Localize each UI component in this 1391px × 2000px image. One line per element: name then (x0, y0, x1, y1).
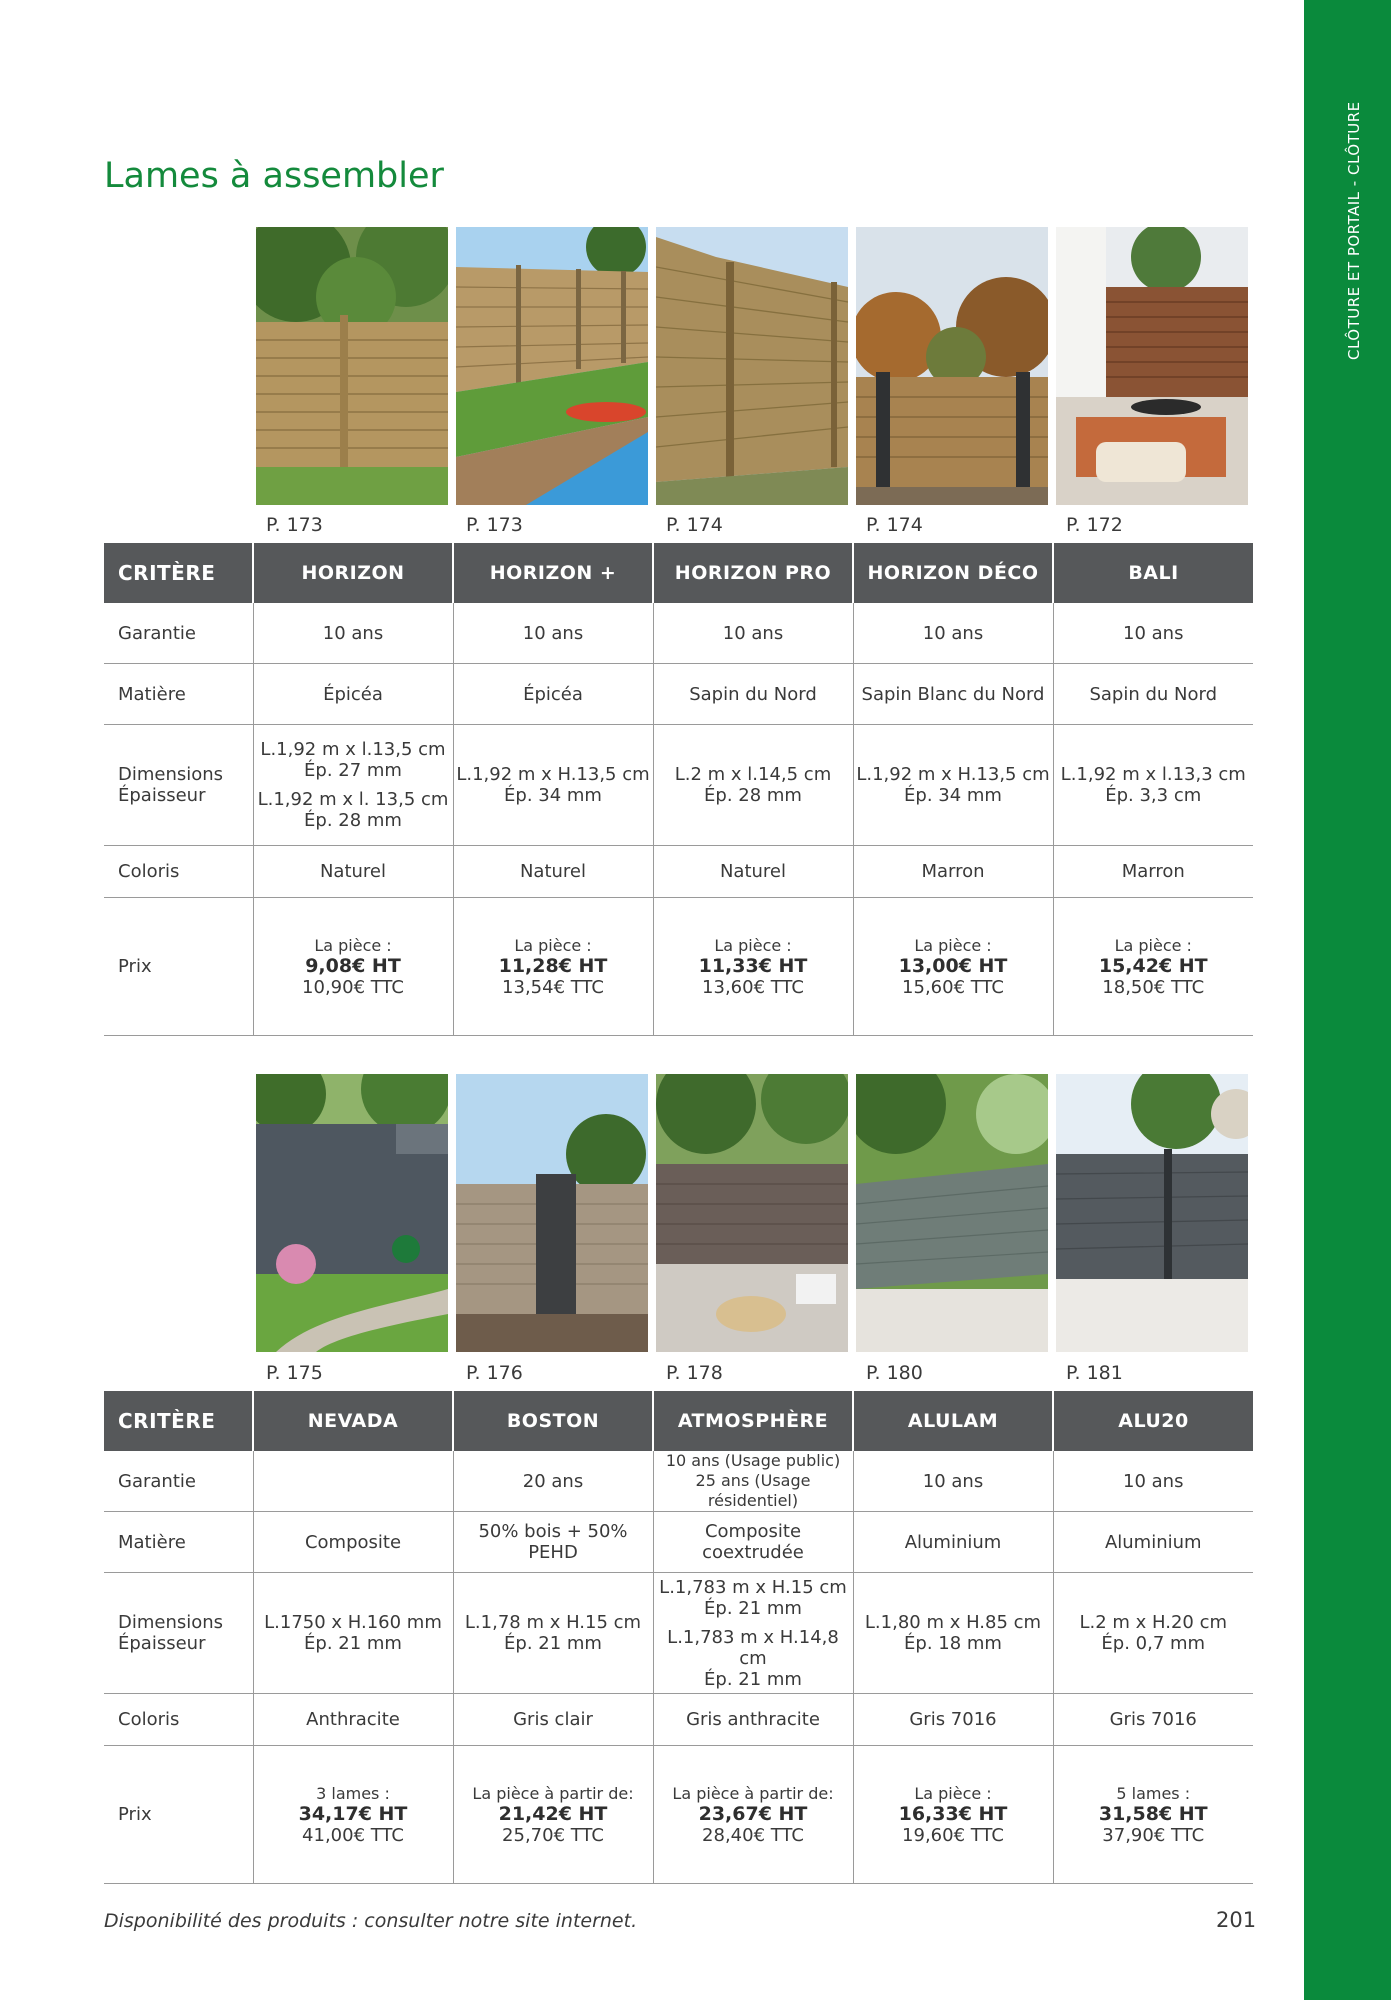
row-prix (104, 898, 1253, 1036)
dim-value: L.2 m x H.20 cm (1079, 1612, 1228, 1633)
photo-horizon-plus (456, 227, 648, 505)
cell: 10 ans (253, 603, 453, 664)
thickness-value: Ép. 18 mm (904, 1633, 1002, 1654)
photo-boston (456, 1074, 648, 1352)
price-unit: La pièce à partir de: (472, 1783, 634, 1803)
criterion-label (104, 1573, 253, 1694)
page-ref: P. 175 (266, 1362, 323, 1384)
header-product: ALULAM (853, 1391, 1053, 1451)
label-dimensions: Dimensions (118, 1612, 224, 1633)
spec-table-2 (104, 1391, 1253, 1884)
price-cell (1053, 898, 1253, 1036)
cell: 10 ans (1053, 603, 1253, 664)
cell: 10 ans (853, 1451, 1053, 1512)
thickness-value: Ép. 28 mm (304, 810, 402, 831)
row-garantie (104, 603, 1253, 664)
price-ht: 21,42€ HT (498, 1802, 608, 1825)
page-number: 201 (1216, 1908, 1257, 1932)
dim-value: L.1750 x H.160 mm (264, 1612, 442, 1633)
price-cell (1053, 1746, 1253, 1884)
header-criterion: CRITÈRE (104, 543, 253, 603)
photo-horizon (256, 227, 448, 505)
cell (853, 1573, 1053, 1694)
page-ref: P. 172 (1066, 514, 1123, 536)
dim-value: L.1,80 m x H.85 cm (864, 1612, 1042, 1633)
price-ttc: 19,60€ TTC (902, 1824, 1004, 1846)
cell: Marron (1053, 846, 1253, 898)
cell: Anthracite (253, 1694, 453, 1746)
thickness-value: Ép. 21 mm (504, 1633, 602, 1654)
page-ref: P. 180 (866, 1362, 923, 1384)
cell (253, 725, 453, 846)
page-ref: P. 178 (666, 1362, 723, 1384)
price-unit: La pièce : (314, 935, 392, 955)
price-ht: 11,33€ HT (698, 954, 808, 977)
price-ttc: 10,90€ TTC (302, 976, 404, 998)
price-unit: La pièce : (714, 935, 792, 955)
cell (653, 725, 853, 846)
label-dimensions: Dimensions (118, 764, 224, 785)
row-prix (104, 1746, 1253, 1884)
thickness-value: Ép. 3,3 cm (1105, 785, 1202, 806)
cell: Marron (853, 846, 1053, 898)
cell (653, 1573, 853, 1694)
price-ht: 31,58€ HT (1098, 1802, 1208, 1825)
cell: 10 ans (453, 603, 653, 664)
header-product: HORIZON PRO (653, 543, 853, 603)
price-unit: 5 lames : (1116, 1783, 1191, 1803)
criterion-label: Matière (104, 664, 253, 725)
section-label: CLÔTURE ET PORTAIL - CLÔTURE (1345, 101, 1363, 360)
cell: Gris 7016 (853, 1694, 1053, 1746)
price-cell (853, 1746, 1053, 1884)
criterion-label: Coloris (104, 846, 253, 898)
thickness-value: Ép. 28 mm (704, 785, 802, 806)
criterion-label: Prix (104, 1746, 253, 1884)
dim-value: L.1,92 m x l.13,3 cm (1060, 764, 1246, 785)
price-unit: La pièce à partir de: (672, 1783, 834, 1803)
label-epaisseur: Épaisseur (118, 1633, 206, 1654)
cell: Gris clair (453, 1694, 653, 1746)
header-criterion: CRITÈRE (104, 1391, 253, 1451)
dim-value: L.1,92 m x l. 13,5 cm (257, 789, 449, 810)
cell (453, 725, 653, 846)
price-cell (653, 1746, 853, 1884)
header-product: NEVADA (253, 1391, 453, 1451)
table-header (104, 543, 1253, 603)
cell (853, 725, 1053, 846)
warranty-public: 10 ans (Usage public) (665, 1451, 841, 1470)
warranty-residential: 25 ans (Usage résidentiel) (695, 1471, 811, 1510)
dim-value: L.1,783 m x H.15 cm (659, 1576, 847, 1598)
cell: 10 ans (853, 603, 1053, 664)
price-ht: 34,17€ HT (298, 1802, 408, 1825)
price-ttc: 41,00€ TTC (302, 1824, 404, 1846)
photo-row-1 (256, 227, 1252, 505)
criterion-label: Prix (104, 898, 253, 1036)
thickness-value: Ép. 21 mm (704, 1597, 802, 1619)
photo-bali (1056, 227, 1248, 505)
row-garantie (104, 1451, 1253, 1512)
price-ht: 9,08€ HT (305, 954, 401, 977)
price-ht: 16,33€ HT (898, 1802, 1008, 1825)
row-dimensions (104, 725, 1253, 846)
dim-value: L.1,78 m x H.15 cm (464, 1612, 642, 1633)
criterion-label: Matière (104, 1512, 253, 1573)
header-product: HORIZON (253, 543, 453, 603)
thickness-value: Ép. 34 mm (504, 785, 602, 806)
row-coloris (104, 846, 1253, 898)
photo-alulam (856, 1074, 1048, 1352)
label-epaisseur: Épaisseur (118, 785, 206, 806)
price-cell (653, 898, 853, 1036)
cell: Gris anthracite (653, 1694, 853, 1746)
page-ref: P. 173 (466, 514, 523, 536)
price-ttc: 18,50€ TTC (1102, 976, 1205, 998)
price-unit: La pièce : (514, 935, 592, 955)
thickness-value: Ép. 34 mm (904, 785, 1002, 806)
price-cell (253, 1746, 453, 1884)
row-matiere (104, 1512, 1253, 1573)
criterion-label: Coloris (104, 1694, 253, 1746)
price-cell (453, 898, 653, 1036)
row-matiere (104, 664, 1253, 725)
cell: Gris 7016 (1053, 1694, 1253, 1746)
price-ttc: 37,90€ TTC (1102, 1824, 1205, 1846)
thickness-value: Ép. 27 mm (304, 760, 402, 781)
dim-value: L.1,92 m x l.13,5 cm (260, 739, 446, 760)
price-ht: 15,42€ HT (1098, 954, 1208, 977)
price-cell (453, 1746, 653, 1884)
photo-nevada (256, 1074, 448, 1352)
table-header (104, 1391, 1253, 1451)
price-cell (253, 898, 453, 1036)
price-ttc: 15,60€ TTC (902, 976, 1004, 998)
header-product: ALU20 (1053, 1391, 1253, 1451)
cell: 10 ans (1053, 1451, 1253, 1512)
photo-horizon-deco (856, 227, 1048, 505)
photo-alu20 (1056, 1074, 1248, 1352)
criterion-label: Garantie (104, 603, 253, 664)
page-ref: P. 176 (466, 1362, 523, 1384)
cell: Épicéa (453, 664, 653, 725)
cell: Naturel (653, 846, 853, 898)
photo-atmosphere (656, 1074, 848, 1352)
thickness-value: Ép. 21 mm (304, 1633, 402, 1654)
cell: Composite coextrudée (653, 1512, 853, 1573)
cell: Aluminium (1053, 1512, 1253, 1573)
cell: Sapin Blanc du Nord (853, 664, 1053, 725)
cell: 10 ans (653, 603, 853, 664)
page-ref: P. 173 (266, 514, 323, 536)
page-ref: P. 174 (866, 514, 923, 536)
cell (1053, 725, 1253, 846)
dim-value: L.1,92 m x H.13,5 cm (456, 764, 650, 785)
page-title: Lames à assembler (104, 156, 444, 196)
cell: Sapin du Nord (1053, 664, 1253, 725)
dim-value: L.1,92 m x H.13,5 cm (856, 764, 1050, 785)
dim-value: L.1,783 m x H.14,8 cm (667, 1626, 839, 1669)
cell: Naturel (453, 846, 653, 898)
price-unit: 3 lames : (316, 1783, 390, 1803)
price-unit: La pièce : (1114, 935, 1192, 955)
price-unit: La pièce : (914, 1783, 992, 1803)
price-ttc: 13,54€ TTC (502, 976, 604, 998)
photo-horizon-pro (656, 227, 848, 505)
header-product: HORIZON DÉCO (853, 543, 1053, 603)
spec-table-1 (104, 543, 1253, 1036)
price-ht: 23,67€ HT (698, 1802, 808, 1825)
photo-row-2 (256, 1074, 1252, 1352)
cell: 20 ans (453, 1451, 653, 1512)
cell: Sapin du Nord (653, 664, 853, 725)
page-ref: P. 174 (666, 514, 723, 536)
cell: Naturel (253, 846, 453, 898)
price-ht: 13,00€ HT (898, 954, 1008, 977)
header-product: HORIZON + (453, 543, 653, 603)
cell: Composite (253, 1512, 453, 1573)
availability-note: Disponibilité des produits : consulter notre site internet. (104, 1910, 638, 1932)
price-ttc: 13,60€ TTC (702, 976, 804, 998)
cell: 50% bois + 50% PEHD (453, 1512, 653, 1573)
cell (253, 1573, 453, 1694)
dim-value: L.2 m x l.14,5 cm (674, 764, 832, 785)
row-dimensions (104, 1573, 1253, 1694)
price-unit: La pièce : (914, 935, 992, 955)
header-product: BALI (1053, 543, 1253, 603)
price-ttc: 28,40€ TTC (702, 1824, 804, 1846)
header-product: ATMOSPHÈRE (653, 1391, 853, 1451)
thickness-value: Ép. 0,7 mm (1101, 1633, 1206, 1654)
cell (653, 1451, 853, 1512)
thickness-value: Ép. 21 mm (704, 1668, 802, 1690)
price-cell (853, 898, 1053, 1036)
page-ref: P. 181 (1066, 1362, 1123, 1384)
cell (453, 1573, 653, 1694)
price-ht: 11,28€ HT (498, 954, 608, 977)
cell (1053, 1573, 1253, 1694)
criterion-label (104, 725, 253, 846)
criterion-label: Garantie (104, 1451, 253, 1512)
cell (253, 1451, 453, 1512)
cell: Épicéa (253, 664, 453, 725)
cell: Aluminium (853, 1512, 1053, 1573)
price-ttc: 25,70€ TTC (502, 1824, 604, 1846)
row-coloris (104, 1694, 1253, 1746)
header-product: BOSTON (453, 1391, 653, 1451)
